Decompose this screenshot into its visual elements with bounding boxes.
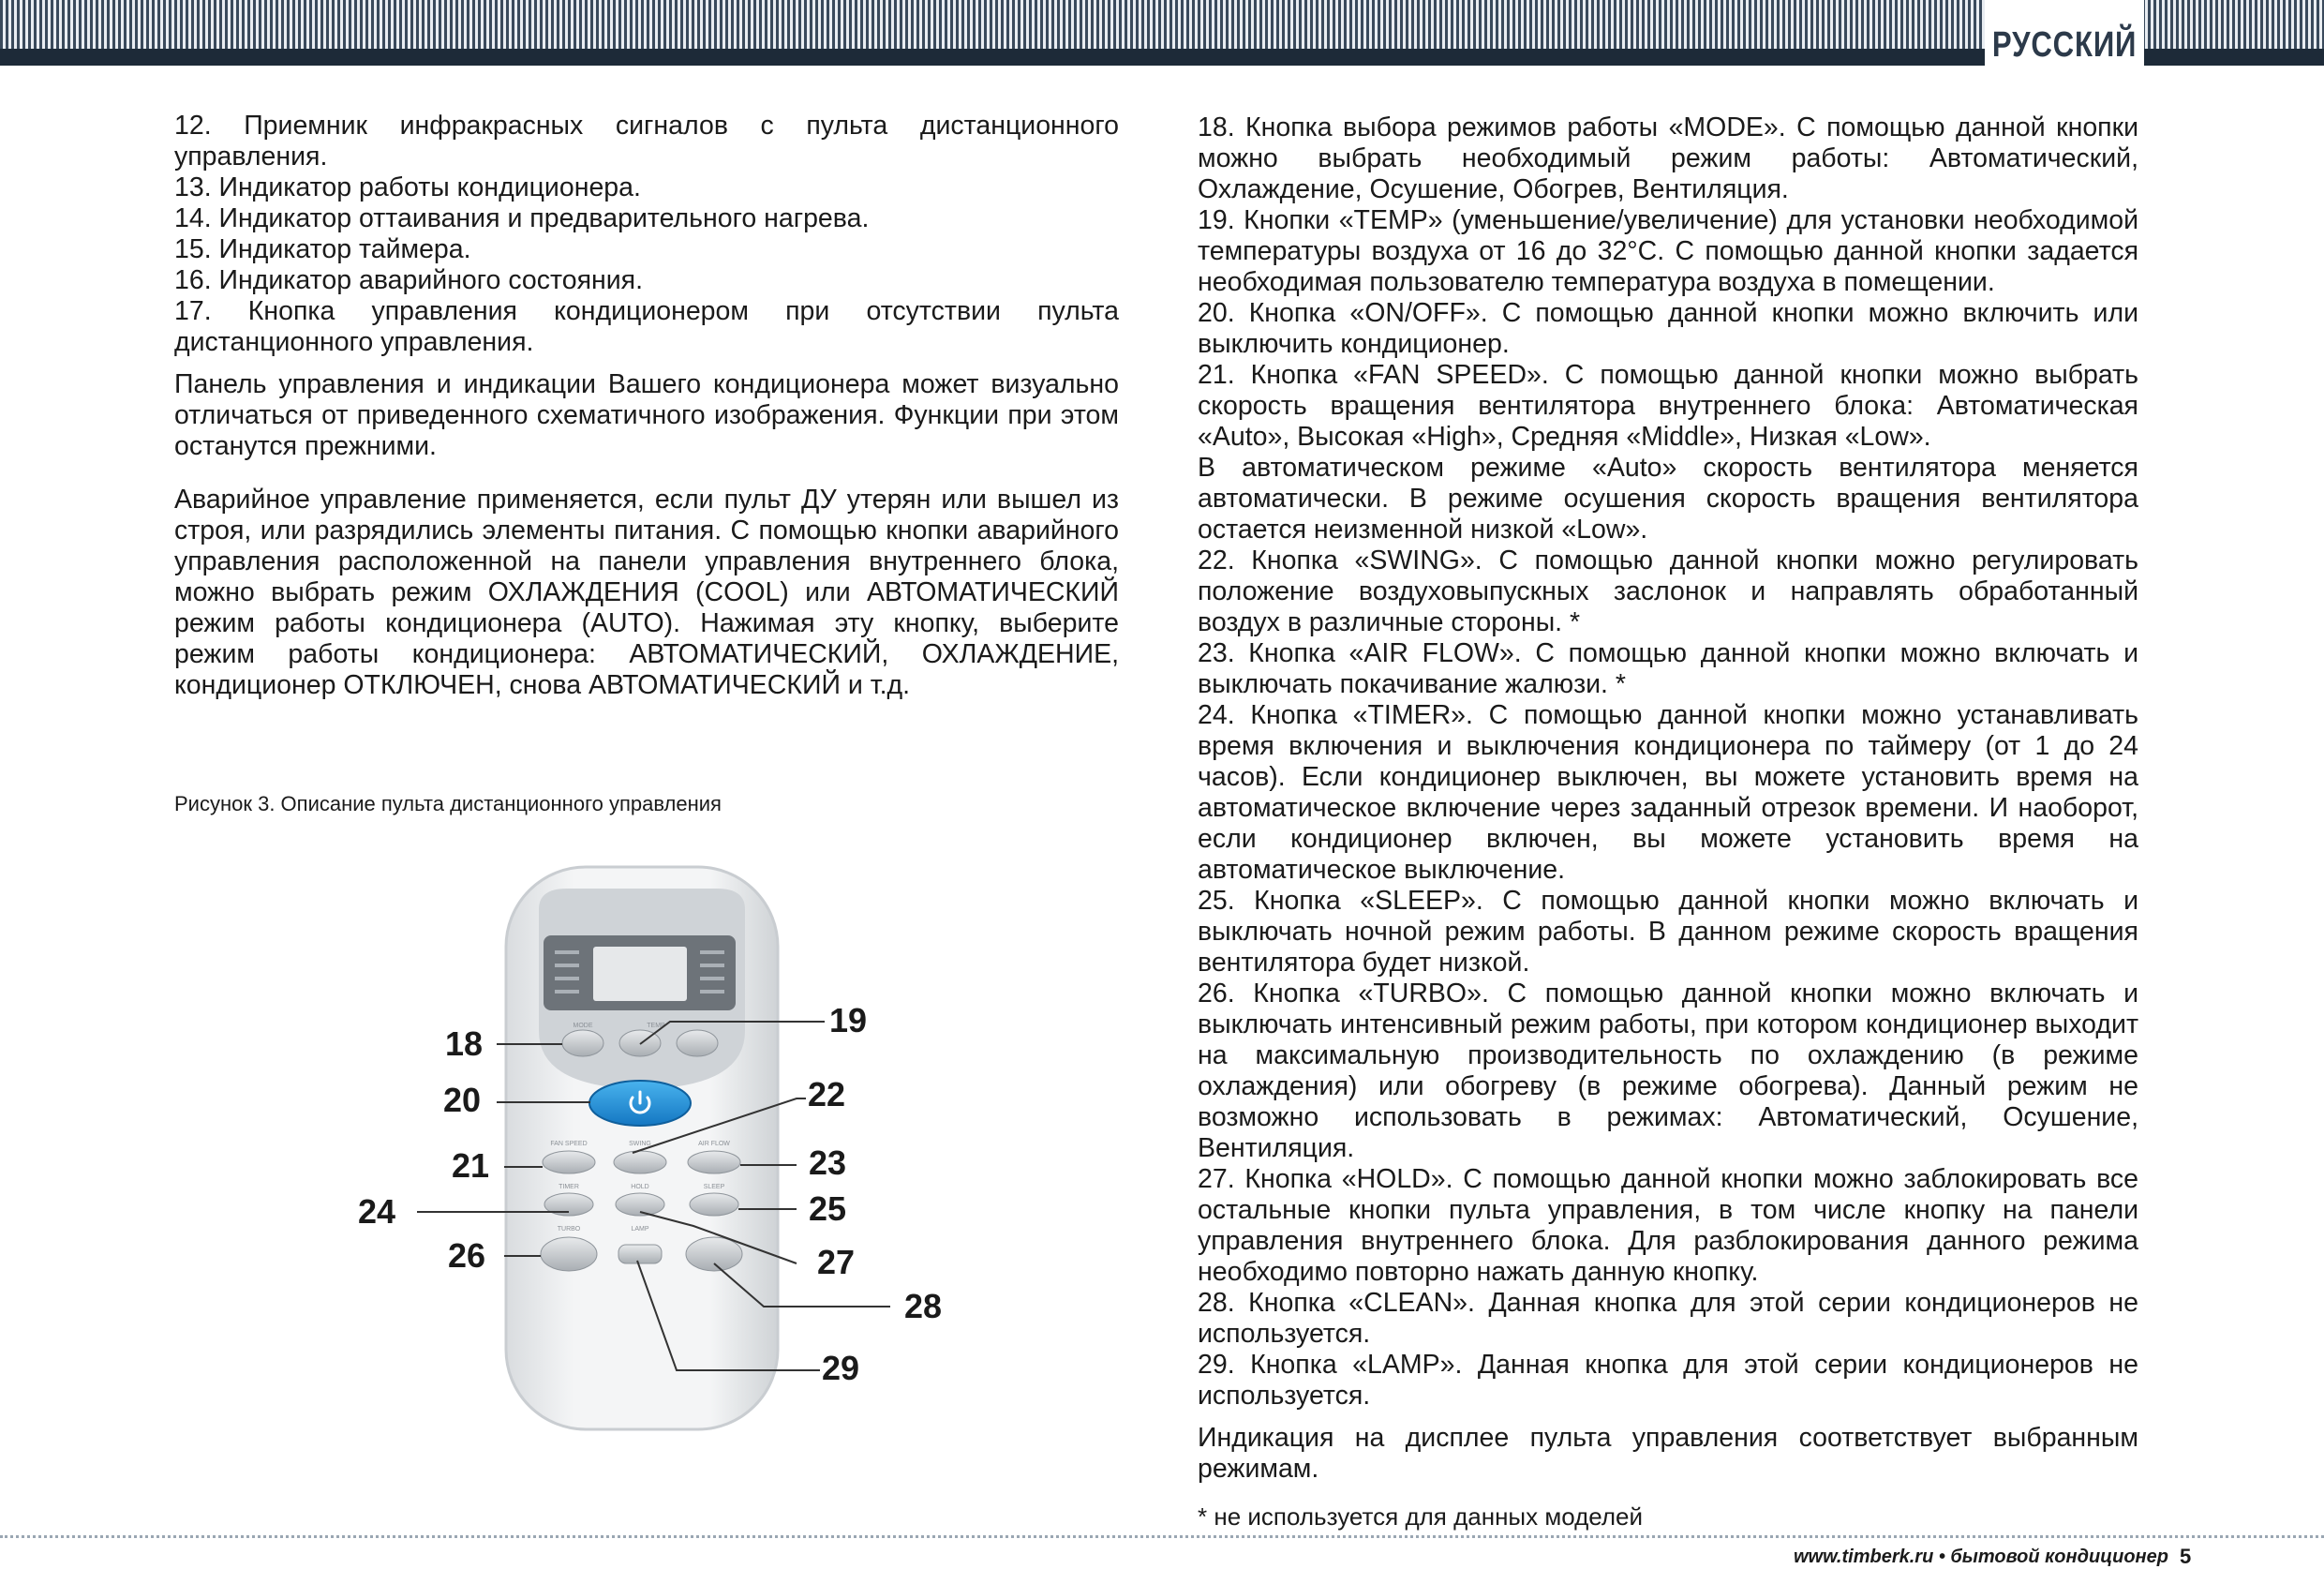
item-22: 22. Кнопка «SWING». С помощью данной кнопки можно регулировать положение воздуховыпускных заслонок и направлять обработанный воздух в различные стороны. * bbox=[1198, 545, 2138, 637]
callout-21: 21 bbox=[452, 1146, 490, 1185]
callout-22: 22 bbox=[808, 1075, 846, 1113]
item-27: 27. Кнопка «HOLD». С помощью данной кнопки можно заблокировать все остальные кнопки пульта управления, в том числе кнопку на панели управления внутреннего блока. Для разблокирования данного режима необходимо повторно нажать данную кнопку. bbox=[1198, 1164, 2138, 1287]
temp-up-button bbox=[677, 1030, 718, 1056]
figure-caption: Рисунок 3. Описание пульта дистанционного управления bbox=[174, 792, 722, 815]
panel-note: Панель управления и индикации Вашего кондиционера может визуально отличаться от приведенного схематичного изображения. Функции при этом останутся прежними. bbox=[174, 369, 1119, 461]
callout-18: 18 bbox=[445, 1024, 484, 1063]
item-25: 25. Кнопка «SLEEP». С помощью данной кнопки можно включать и выключать ночной режим работы. В данном режиме скорость вращения вентилятора будет низкой. bbox=[1198, 886, 2138, 978]
button-label-mode: MODE bbox=[573, 1023, 593, 1029]
fan-speed-button bbox=[543, 1151, 595, 1173]
button-label-lamp: LAMP bbox=[631, 1226, 649, 1233]
footer-url: www.timberk.ru • бытовой кондиционер bbox=[1794, 1547, 2168, 1567]
button-label-timer: TIMER bbox=[559, 1184, 579, 1190]
lcd-screen bbox=[593, 947, 687, 1001]
item-15: 15. Индикатор таймера. bbox=[174, 234, 471, 264]
item-16: 16. Индикатор аварийного состояния. bbox=[174, 265, 644, 295]
remote-control-figure bbox=[347, 844, 956, 1462]
item-21: 21. Кнопка «FAN SPEED». С помощью данной кнопки можно выбрать скорость вращения вентилятора внутреннего блока: Автоматическая «Auto», Высокая «High», Средняя «Middle», Низкая «Low». bbox=[1198, 360, 2138, 452]
button-label-air-flow: AIR FLOW bbox=[698, 1141, 730, 1147]
item-17: 17. Кнопка управления кондиционером при отсутствии пульта дистанционного управления. bbox=[174, 296, 1119, 357]
mode-button bbox=[562, 1030, 603, 1056]
button-label-swing: SWING bbox=[629, 1141, 651, 1147]
header-band bbox=[0, 49, 2324, 66]
lamp-button bbox=[618, 1245, 662, 1263]
callout-29: 29 bbox=[822, 1349, 860, 1387]
item-29: 29. Кнопка «LAMP». Данная кнопка для этой серии кондиционеров не используется. bbox=[1198, 1350, 2138, 1411]
button-label-turbo: TURBO bbox=[557, 1226, 581, 1233]
item-20: 20. Кнопка «ON/OFF». С помощью данной кнопки можно включить или выключить кондиционер. bbox=[1198, 298, 2138, 359]
footnote: * не используется для данных моделей bbox=[1198, 1502, 1644, 1531]
item-23: 23. Кнопка «AIR FLOW». С помощью данной кнопки можно включать и выключать покачивание жалюзи. * bbox=[1198, 638, 2138, 699]
display-note: Индикация на дисплее пульта управления соответствует выбранным режимам. bbox=[1198, 1423, 2138, 1484]
item-19: 19. Кнопки «TEMP» (уменьшение/увеличение) для установки необходимой температуры воздуха от 16 до 32°С. С помощью данной кнопки задается необходимая пользователю температура воздуха в помещении. bbox=[1198, 205, 2138, 297]
footer-divider bbox=[0, 1535, 2324, 1538]
item-28: 28. Кнопка «CLEAN». Данная кнопка для этой серии кондиционеров не используется. bbox=[1198, 1288, 2138, 1349]
button-label-temp: TEMP bbox=[647, 1023, 665, 1029]
left-column bbox=[174, 111, 1119, 701]
page-number: 5 bbox=[2180, 1545, 2192, 1568]
callout-24: 24 bbox=[358, 1192, 396, 1231]
item-12: 12. Приемник инфракрасных сигналов с пульта дистанционного управления. bbox=[174, 111, 1119, 172]
button-label-fan-speed: FAN SPEED bbox=[550, 1141, 588, 1147]
item-14: 14. Индикатор оттаивания и предварительного нагрева. bbox=[174, 203, 870, 233]
item-13: 13. Индикатор работы кондиционера. bbox=[174, 172, 641, 202]
sleep-button bbox=[690, 1193, 738, 1216]
button-label-hold: HOLD bbox=[631, 1184, 649, 1190]
item-18: 18. Кнопка выбора режимов работы «MODE». С помощью данной кнопки можно выбрать необходимый режим работы: Автоматический, Охлаждение, Осушение, Обогрев, Вентиляция. bbox=[1198, 112, 2138, 204]
callout-25: 25 bbox=[809, 1189, 847, 1228]
auto-mode-note: В автоматическом режиме «Auto» скорость вентилятора меняется автоматически. В режиме осушения скорость вращения вентилятора остается неизменной низкой «Low». bbox=[1198, 453, 2138, 545]
callout-19: 19 bbox=[829, 1001, 868, 1039]
item-26: 26. Кнопка «TURBO». С помощью данной кнопки можно включать и выключать интенсивный режим работы, при котором кондиционер выходит на максимальную производительность по охлаждению (в режиме охлаждения) или обогреву (в режиме обогрева). Данный режим не возможно использовать в режимах: Автоматический, Осушение, Вентиляция. bbox=[1198, 979, 2138, 1163]
emergency-control-text: Аварийное управление применяется, если пульт ДУ утерян или вышел из строя, или разрядились элементы питания. С помощью кнопки аварийного управления расположенной на панели управления внутреннего блока, можно выбрать режим ОХЛАЖДЕНИЯ (COOL) или АВТОМАТИЧЕСКИЙ режим работы кондиционера (AUTO). Нажимая эту кнопку, выберите режим работы кондиционера: АВТОМАТИЧЕСКИЙ, ОХЛАЖДЕНИЕ, кондиционер ОТКЛЮЧЕН, снова АВТОМАТИЧЕСКИЙ и т.д. bbox=[174, 485, 1119, 700]
callout-27: 27 bbox=[817, 1243, 856, 1281]
callout-23: 23 bbox=[809, 1143, 847, 1182]
callout-26: 26 bbox=[448, 1236, 486, 1275]
swing-button bbox=[614, 1151, 666, 1173]
language-tab bbox=[1985, 0, 2144, 67]
language-label: РУССКИЙ bbox=[1991, 25, 2138, 65]
air-flow-button bbox=[688, 1151, 740, 1173]
clean-button bbox=[686, 1237, 742, 1271]
button-label-sleep: SLEEP bbox=[703, 1184, 725, 1190]
callout-28: 28 bbox=[904, 1287, 943, 1325]
turbo-button bbox=[541, 1237, 597, 1271]
callout-20: 20 bbox=[443, 1081, 482, 1119]
right-column bbox=[1198, 112, 2138, 1485]
item-24: 24. Кнопка «TIMER». С помощью данной кнопки можно устанавливать время включения и выключения кондиционера по таймеру (от 1 до 24 часов). Если кондиционер выключен, вы можете установить время на автоматическое включение через заданный отрезок времени. И наоборот, если кондиционер включен, вы можете установить время на автоматическое выключение. bbox=[1198, 700, 2138, 885]
